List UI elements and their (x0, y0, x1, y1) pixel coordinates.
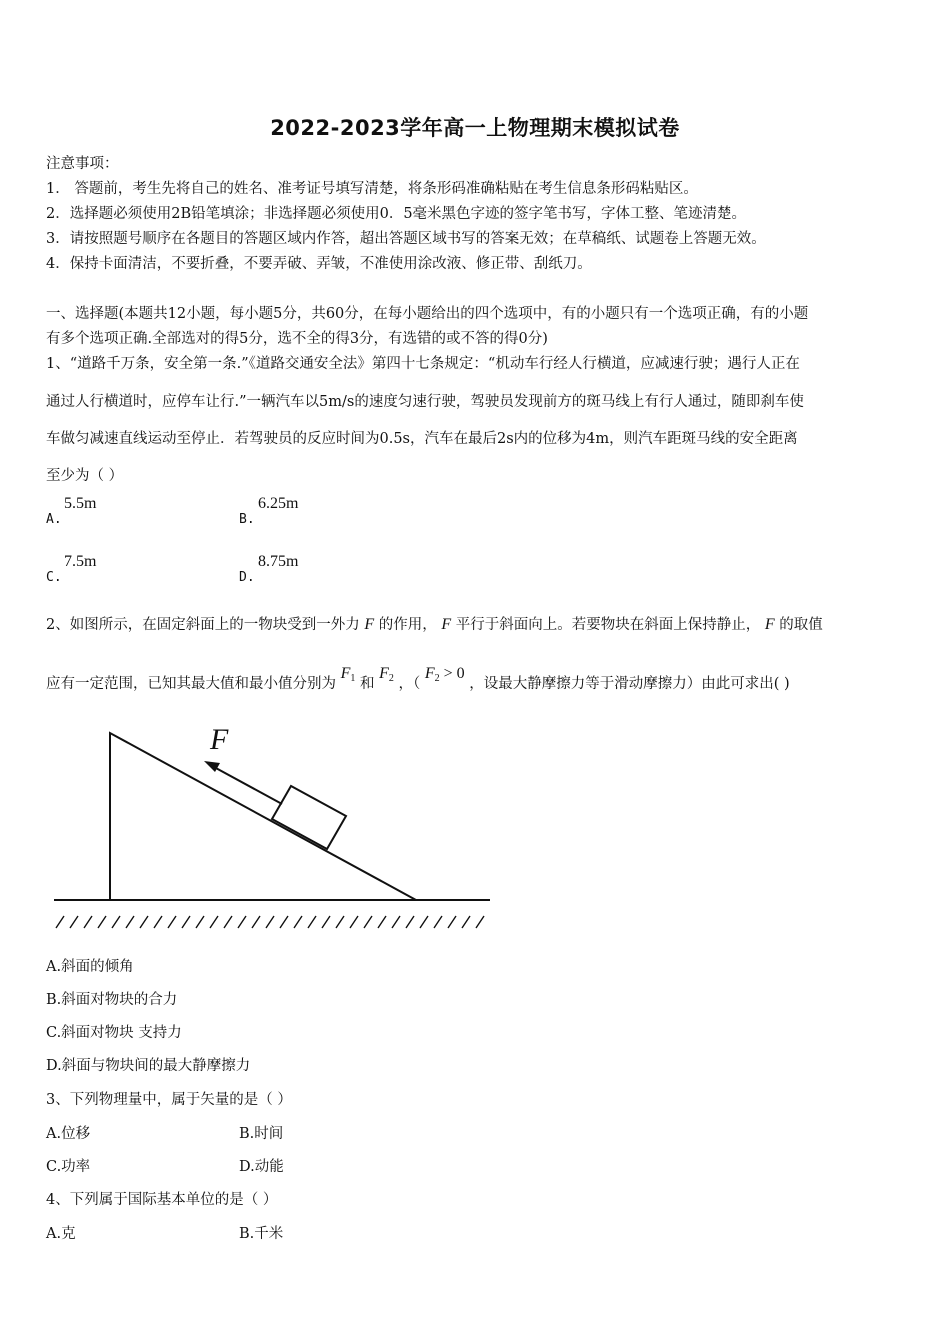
q2-line-1-part-a: 2、如图所示，在固定斜面上的一物块受到一外力 (46, 617, 360, 633)
page-title: 2022-2023学年高一上物理期末模拟试卷 (270, 116, 680, 140)
q2-condition (425, 665, 465, 682)
q2-f1-letter: F (340, 665, 351, 682)
q2-option-b: B.斜面对物块的合力 (46, 992, 178, 1008)
q1-option-a-value: 5.5m (64, 495, 97, 512)
notice-item-1: 1． 答题前，考生先将自己的姓名、准考证号填写清楚，将条形码准确粘贴在考生信息条形码粘贴区。 (46, 181, 698, 197)
q4-option-a: A.克 (46, 1226, 76, 1242)
q2-symbol-f-3: F (764, 616, 775, 633)
q2-option-c: C.斜面对物块 支持力 (46, 1025, 182, 1041)
q2-f1-subscript: 1 (350, 673, 356, 684)
q2-line-2 (46, 665, 790, 694)
q4-stem: 4、下列属于国际基本单位的是（ ） (46, 1192, 278, 1208)
q2-cond-subscript: 2 (434, 673, 440, 684)
q3-option-a: A.位移 (46, 1126, 91, 1142)
q2-cond-letter: F (424, 665, 435, 682)
notice-item-4: 4．保持卡面清洁，不要折叠，不要弄破、弄皱，不准使用涂改液、修正带、刮纸刀。 (46, 256, 592, 272)
q1-option-b-letter: B. (239, 512, 255, 527)
q1-line-2: 通过人行横道时，应停车让行.”一辆汽车以5m/s的速度匀速行驶，驾驶员发现前方的斑马线上有行人通过，随即刹车使 (46, 394, 804, 410)
q3-option-d: D.动能 (239, 1159, 284, 1175)
section-intro-line-1: 一、选择题(本题共12小题，每小题5分，共60分，在每小题给出的四个选项中，有的小题只有一个选项正确，有的小题 (46, 306, 809, 322)
notice-item-3: 3．请按照题号顺序在各题目的答题区域内作答，超出答题区域书写的答案无效；在草稿纸、试题卷上答题无效。 (46, 231, 766, 247)
notice-item-2: 2．选择题必须使用2B铅笔填涂；非选择题必须使用0．5毫米黑色字迹的签字笔书写，字体工整、笔迹清楚。 (46, 206, 747, 222)
q1-option-b-value: 6.25m (258, 495, 299, 512)
incline-diagram (50, 715, 550, 935)
q2-line-1 (46, 613, 823, 634)
q1-option-a-letter: A. (46, 512, 62, 527)
q1-option-c-letter: C. (46, 570, 62, 585)
q2-line-2-part-d: ，设最大静摩擦力等于滑动摩擦力）由此可求出( ) (469, 676, 790, 692)
section-intro-line-2: 有多个选项正确.全部选对的得5分，选不全的得3分，有选错的或不答的得0分) (46, 331, 548, 347)
q2-f2-letter: F (379, 665, 389, 682)
q3-option-b: B.时间 (239, 1126, 284, 1142)
force-arrow-head (204, 761, 220, 772)
notice-heading: 注意事项： (46, 156, 119, 172)
q1-line-1: 1、“道路千万条，安全第一条.”《道路交通安全法》第四十七条规定：“机动车行经人行横道，应减速行驶；遇行人正在 (46, 356, 800, 372)
block (272, 786, 346, 849)
incline-triangle (110, 733, 416, 900)
force-arrow-shaft (214, 767, 282, 804)
q3-stem: 3、下列物理量中，属于矢量的是（ ） (46, 1092, 292, 1108)
q2-line-2-part-b: 和 (360, 676, 375, 692)
q2-option-a: A.斜面的倾角 (46, 959, 134, 975)
q2-cond-value: > 0 (443, 665, 465, 682)
q2-symbol-f-2: F (441, 616, 452, 633)
q2-line-2-part-a: 应有一定范围，已知其最大值和最小值分别为 (46, 676, 336, 692)
q2-line-2-part-c: ，（ (398, 676, 421, 692)
q2-symbol-f: F (364, 616, 375, 633)
q3-option-c: C.功率 (46, 1159, 91, 1175)
force-label: F (210, 723, 229, 756)
hatch-marks (56, 916, 484, 928)
q2-line-1-part-b: 的作用， (378, 617, 437, 633)
q2-line-1-part-c: 平行于斜面向上。若要物块在斜面上保持静止， (455, 617, 761, 633)
q2-symbol-f1 (341, 665, 356, 682)
q4-option-b: B.千米 (239, 1226, 284, 1242)
q2-option-d: D.斜面与物块间的最大静摩擦力 (46, 1058, 251, 1074)
q2-line-1-part-d: 的取值 (779, 617, 823, 633)
q1-option-d-letter: D. (239, 570, 255, 585)
q1-line-4: 至少为（ ） (46, 468, 124, 484)
q2-symbol-f2 (379, 665, 394, 682)
q1-line-3: 车做匀减速直线运动至停止．若驾驶员的反应时间为0.5s，汽车在最后2s内的位移为4m，则汽车距斑马线的安全距离 (46, 431, 798, 447)
q2-f2-subscript: 2 (388, 673, 394, 684)
q1-option-c-value: 7.5m (64, 553, 97, 570)
q1-option-d-value: 8.75m (258, 553, 299, 570)
